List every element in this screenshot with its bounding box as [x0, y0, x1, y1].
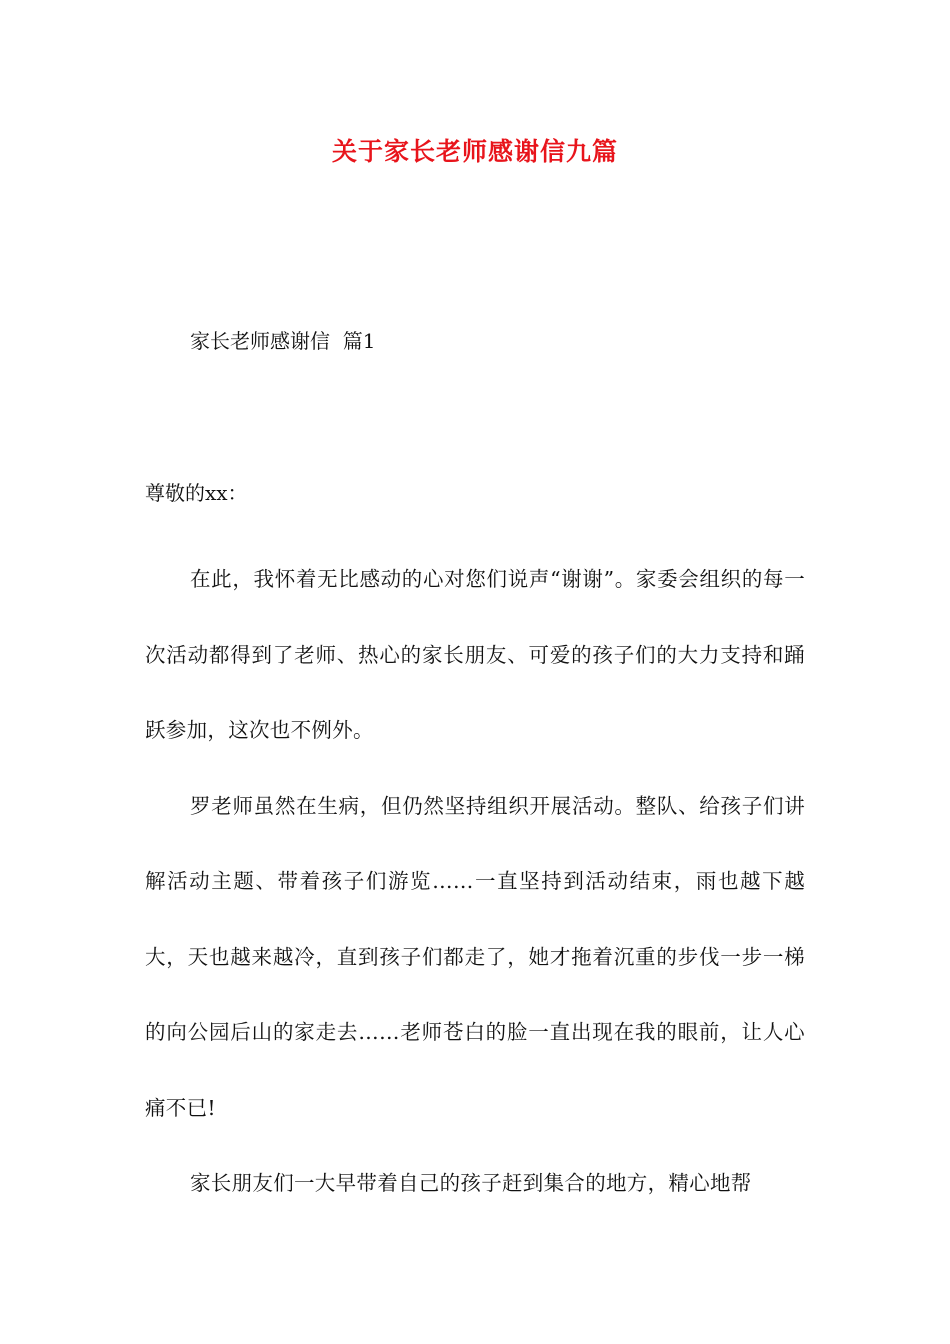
section-heading: 家长老师感谢信 篇1: [190, 329, 376, 353]
paragraph-3: 家长朋友们一大早带着自己的孩子赶到集合的地方，精心地帮: [190, 1171, 752, 1195]
document-title: 关于家长老师感谢信九篇: [331, 137, 618, 166]
salutation: 尊敬的xx：: [145, 481, 248, 505]
paragraph-1: 在此，我怀着无比感动的心对您们说声“谢谢”。家委会组织的每一次活动都得到了老师、热心的家长朋友、可爱的孩子们的大力支持和踊跃参加，这次也不例外。: [145, 567, 805, 742]
letter-body: [145, 542, 805, 1222]
paragraph-2: 罗老师虽然在生病，但仍然坚持组织开展活动。整队、给孩子们讲解活动主题、带着孩子们游览……一直坚持到活动结束，雨也越下越大，天也越来越冷，直到孩子们都走了，她才拖着沉重的步伐一步一梯的向公园后山的家走去……老师苍白的脸一直出现在我的眼前，让人心痛不已!: [145, 793, 805, 1120]
